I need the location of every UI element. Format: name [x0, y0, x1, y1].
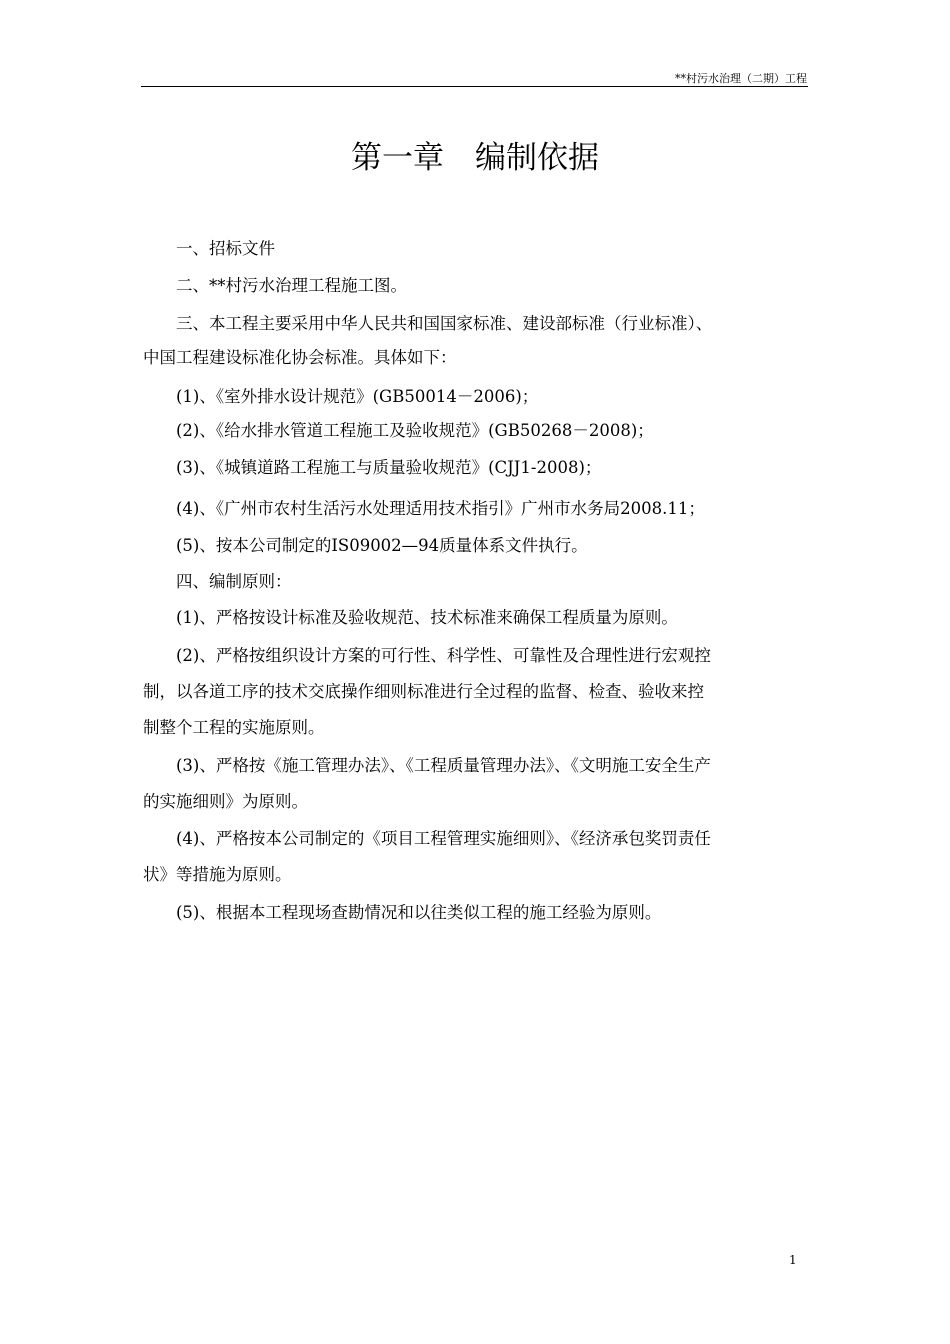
body-line: (4)、《广州市农村生活污水处理适用技术指引》广州市水务局2008.11； [143, 499, 705, 518]
body-line: (2)、严格按组织设计方案的可行性、科学性、可靠性及合理性进行宏观控 [143, 646, 711, 665]
body-line: (5)、根据本工程现场查勘情况和以往类似工程的施工经验为原则。 [143, 903, 662, 922]
body-line: 制，以各道工序的技术交底操作细则标准进行全过程的监督、检查、验收来控 [143, 682, 704, 701]
body-line: (3)、严格按《施工管理办法》、《工程质量管理办法》、《文明施工安全生产 [143, 756, 711, 775]
body-line: 状》等措施为原则。 [143, 865, 292, 884]
body-line: 制整个工程的实施原则。 [143, 718, 325, 737]
body-line: (1)、严格按设计标准及验收规范、技术标准来确保工程质量为原则。 [143, 608, 678, 627]
body-line: 一、招标文件 [143, 239, 275, 258]
body-line: (5)、按本公司制定的IS09002—94质量体系文件执行。 [143, 536, 588, 555]
body-line: 的实施细则》为原则。 [143, 792, 308, 811]
body-line: 三、本工程主要采用中华人民共和国国家标准、建设部标准（行业标准）、 [143, 314, 713, 333]
header-rule [141, 86, 808, 87]
page-number: 1 [789, 1253, 797, 1267]
body-line: 四、编制原则： [143, 572, 292, 591]
body-line: 中国工程建设标准化协会标准。具体如下： [143, 348, 457, 367]
page-header-text: **村污水治理（二期）工程 [675, 72, 807, 85]
body-line: (2)、《给水排水管道工程施工及验收规范》(GB50268－2008)； [143, 421, 654, 440]
body-line: (4)、严格按本公司制定的《项目工程管理实施细则》、《经济承包奖罚责任 [143, 829, 711, 848]
body-line: (3)、《城镇道路工程施工与质量验收规范》(CJJ1-2008)； [143, 458, 602, 477]
body-line: (1)、《室外排水设计规范》(GB50014－2006)； [143, 387, 539, 406]
body-line: 二、**村污水治理工程施工图。 [143, 276, 407, 295]
chapter-title: 第一章 编制依据 [351, 140, 599, 176]
